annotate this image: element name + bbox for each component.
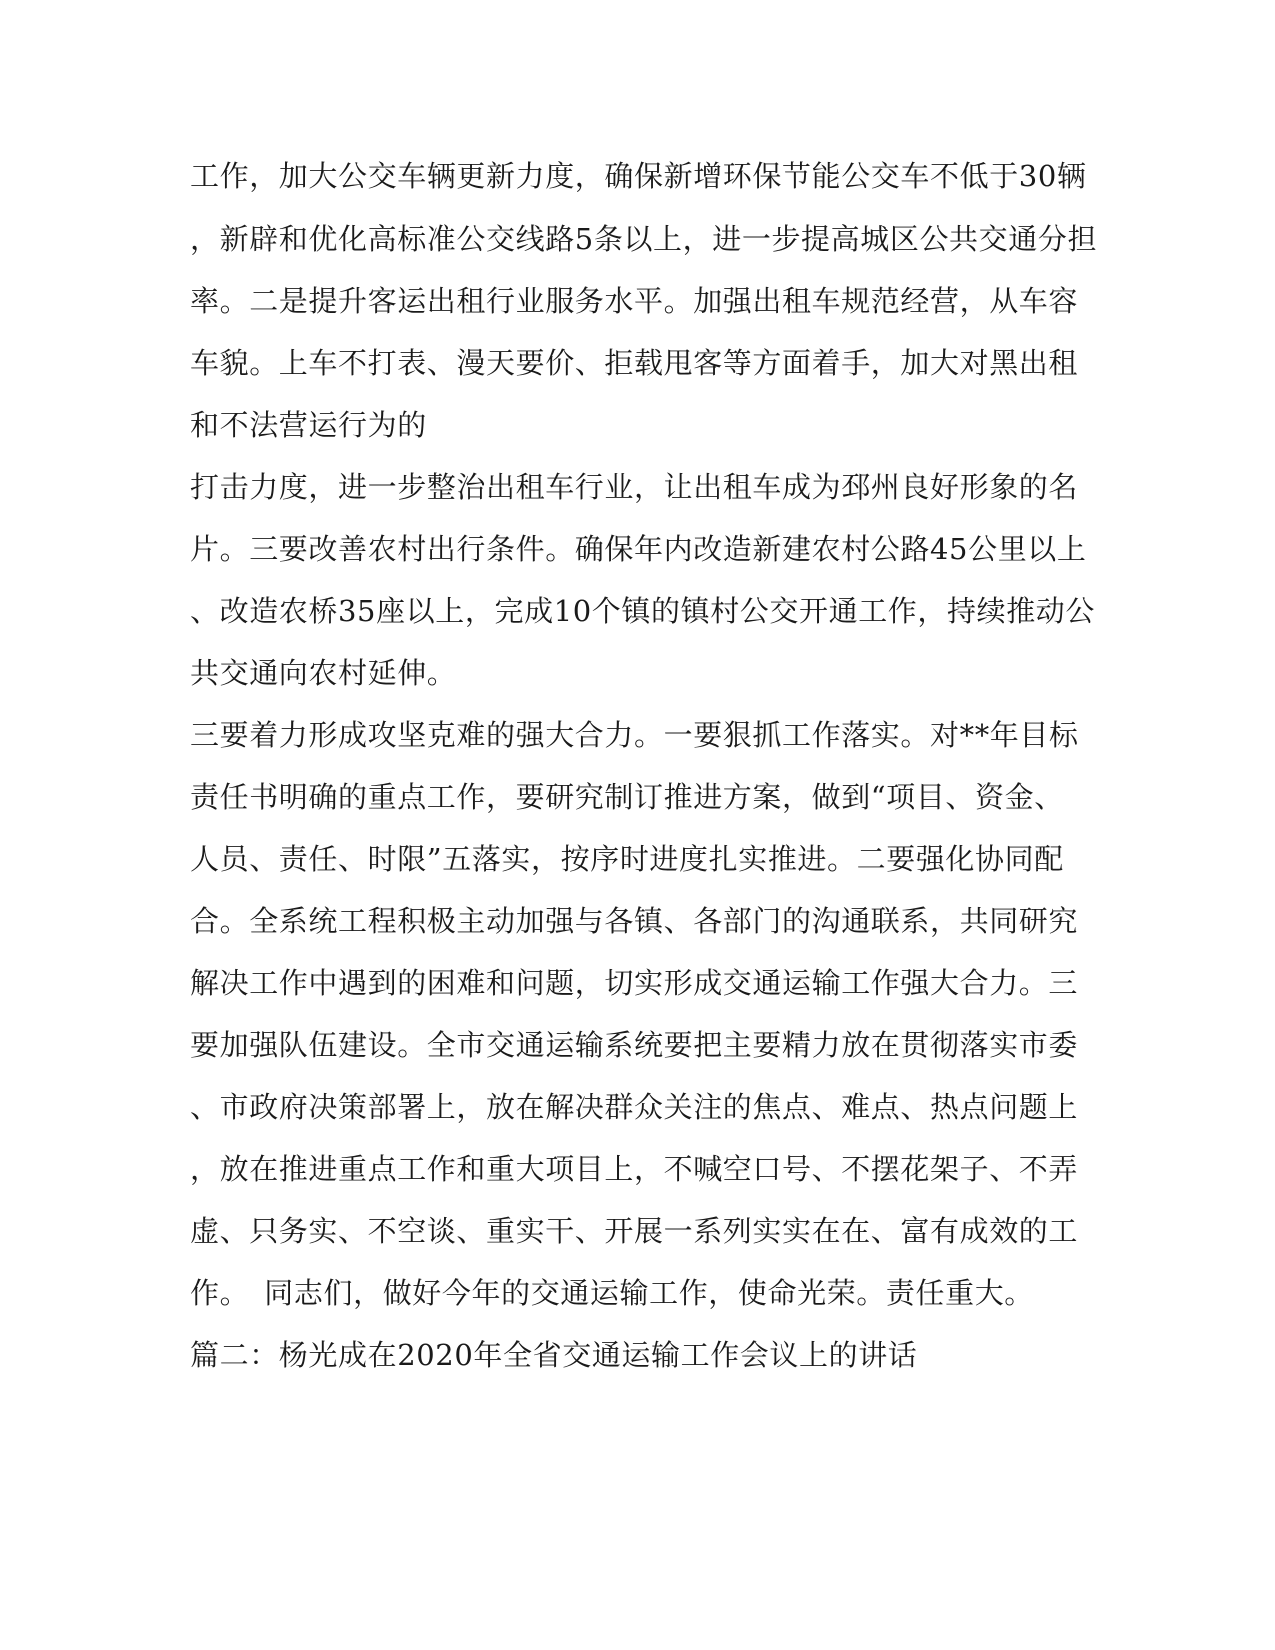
text-line: 率。二是提升客运出租行业服务水平。加强出租车规范经营，从车容 bbox=[190, 284, 1079, 318]
text-line: 和不法营运行为的 bbox=[190, 408, 427, 442]
text-line: 工作，加大公交车辆更新力度，确保新增环保节能公交车不低于30辆 bbox=[190, 159, 1087, 193]
text-line: ，放在推进重点工作和重大项目上，不喊空口号、不摆花架子、不弄 bbox=[190, 1152, 1079, 1186]
text-line: 作。 同志们，做好今年的交通运输工作，使命光荣。责任重大。 bbox=[190, 1276, 1034, 1310]
text-line: 车貌。上车不打表、漫天要价、拒载甩客等方面着手，加大对黑出租 bbox=[190, 346, 1079, 380]
text-line: 共交通向农村延伸。 bbox=[190, 656, 457, 690]
text-line: 解决工作中遇到的困难和问题，切实形成交通运输工作强大合力。三 bbox=[190, 966, 1079, 1000]
text-line: 责任书明确的重点工作，要研究制订推进方案，做到“项目、资金、 bbox=[190, 780, 1064, 814]
text-line: 、市政府决策部署上，放在解决群众关注的焦点、难点、热点问题上 bbox=[190, 1090, 1079, 1124]
text-line: 合。全系统工程积极主动加强与各镇、各部门的沟通联系，共同研究 bbox=[190, 904, 1079, 938]
text-line: 虚、只务实、不空谈、重实干、开展一系列实实在在、富有成效的工 bbox=[190, 1214, 1079, 1248]
text-line: 三要着力形成攻坚克难的强大合力。一要狠抓工作落实。对**年目标 bbox=[190, 718, 1079, 752]
text-line: 要加强队伍建设。全市交通运输系统要把主要精力放在贯彻落实市委 bbox=[190, 1028, 1079, 1062]
text-line: 、改造农桥35座以上，完成10个镇的镇村公交开通工作，持续推动公 bbox=[190, 594, 1096, 628]
section-heading: 篇二：杨光成在2020年全省交通运输工作会议上的讲话 bbox=[190, 1338, 918, 1372]
text-line: ，新辟和优化高标准公交线路5条以上，进一步提高城区公共交通分担 bbox=[190, 222, 1098, 256]
text-line: 人员、责任、时限”五落实，按序时进度扎实推进。二要强化协同配 bbox=[190, 842, 1064, 876]
text-line: 打击力度，进一步整治出租车行业，让出租车成为邳州良好形象的名 bbox=[190, 470, 1079, 504]
text-line: 片。三要改善农村出行条件。确保年内改造新建农村公路45公里以上 bbox=[190, 532, 1087, 566]
